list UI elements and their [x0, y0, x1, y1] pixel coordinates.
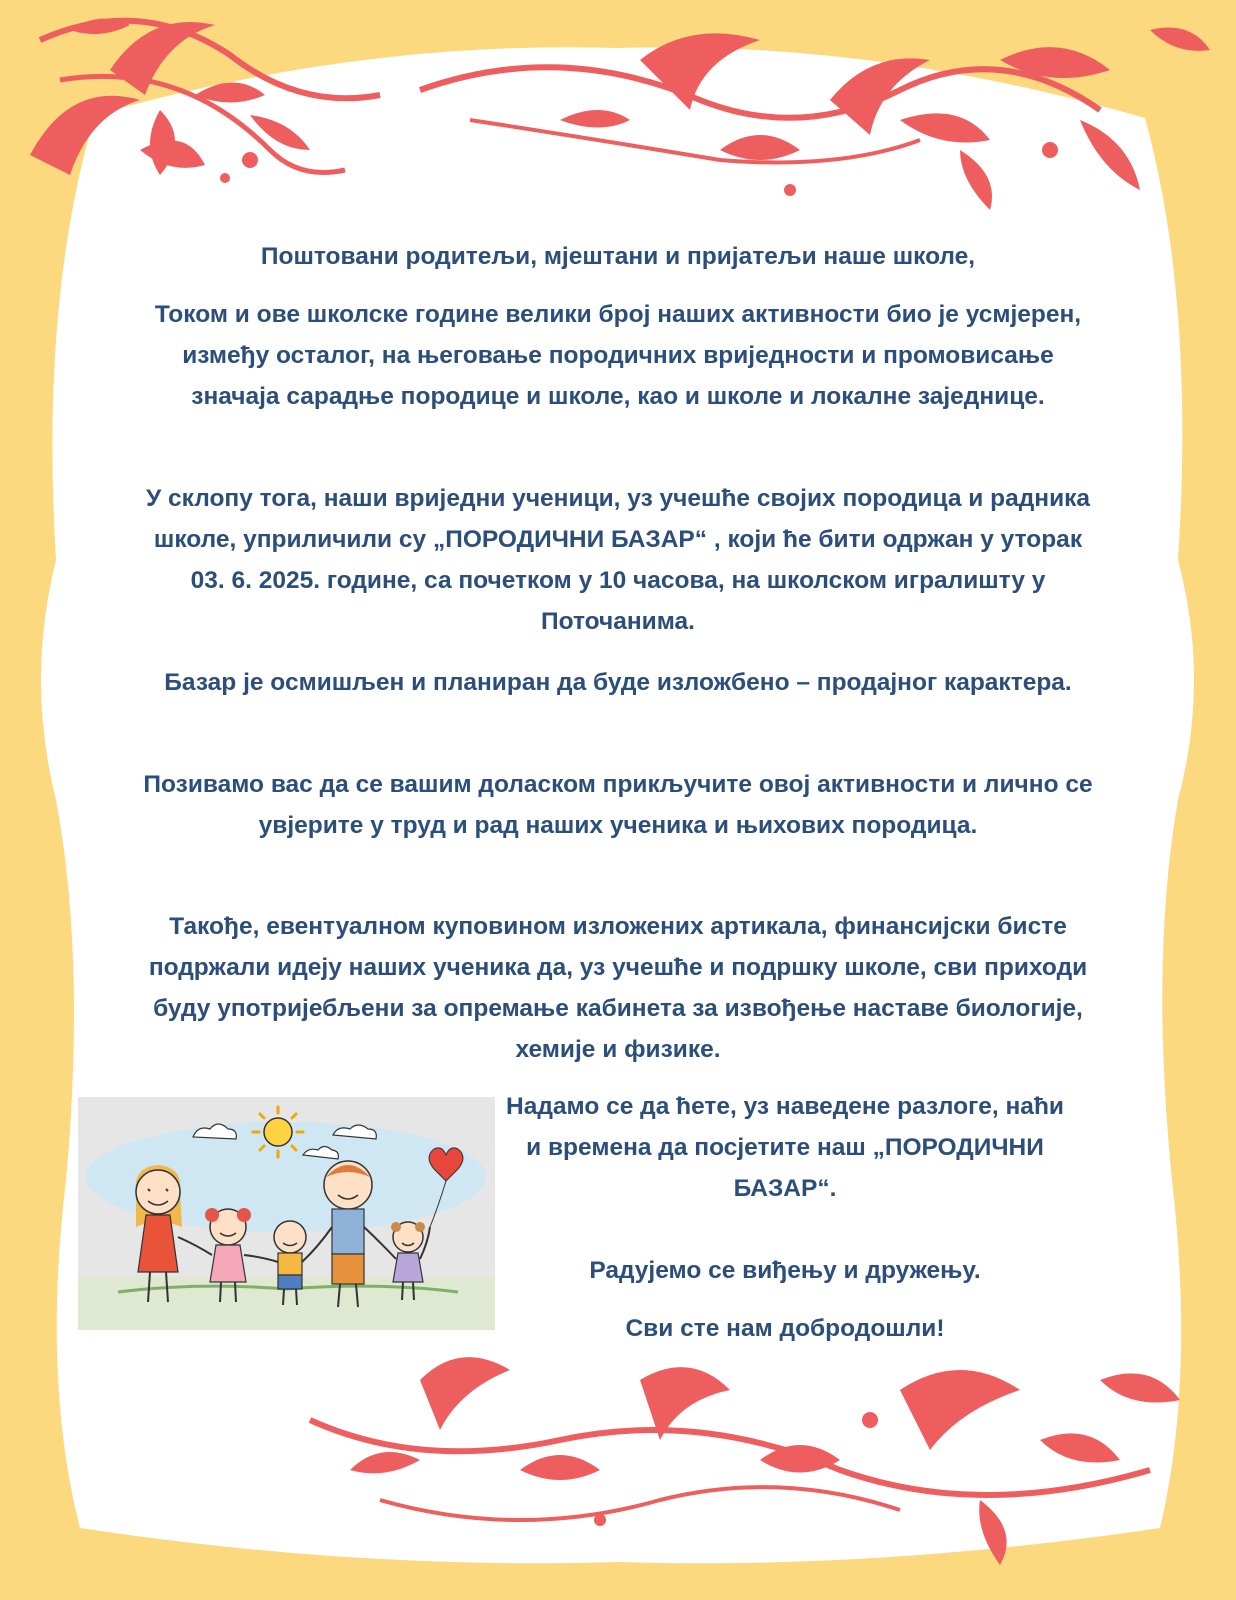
paragraph-purchase-support: Такође, евентуалном куповином изложених артикала, финансијски бисте подржали идеју наших ученика да, уз учешће и подршку школе, сви приходи буду употријебљени за опремање кабинета за извођење наставе биологије, хемије и физике.	[148, 913, 1088, 1063]
letter-greeting: Поштовани родитељи, мјештани и пријатељи наше школе,	[260, 243, 976, 270]
family-illustration	[78, 1097, 495, 1330]
paragraph-looking-forward: Радујемо се виђењу и дружењу.	[589, 1257, 981, 1284]
paragraph-bazaar-character: Базар је осмишљен и планиран да буде изложбено – продајног карактера.	[164, 669, 1072, 696]
paragraph-invitation: Позивамо вас да се вашим доласком прикључите овој активности и лично се увјерите у труд и рад наших ученика и њихових породица.	[143, 771, 1093, 839]
paragraph-visit-hope: Надамо се да ћете, уз наведене разлоге, наћи и времена да посјетите наш „ПОРОДИЧНИ БАЗАР“.	[506, 1093, 1064, 1202]
paragraph-family-values: Током и ове школске године велики број наших активности био је усмјерен, између осталог, на његовање породичних вриједности и промовисање значаја сарадње породице и школе, као и школе и локалне заједнице.	[154, 301, 1082, 410]
paragraph-bazaar-announcement: У склопу тога, наши вриједни ученици, уз учешће својих породица и радника школе, уприличили су „ПОРОДИЧНИ БАЗАР“ , који ће бити одржан у уторак 03. 6. 2025. године, са почетком у 10 часова, на школском игралишту у Поточанима.	[145, 485, 1091, 635]
sun-icon	[253, 1107, 303, 1157]
closing-welcome: Сви сте нам добродошли!	[625, 1315, 945, 1342]
